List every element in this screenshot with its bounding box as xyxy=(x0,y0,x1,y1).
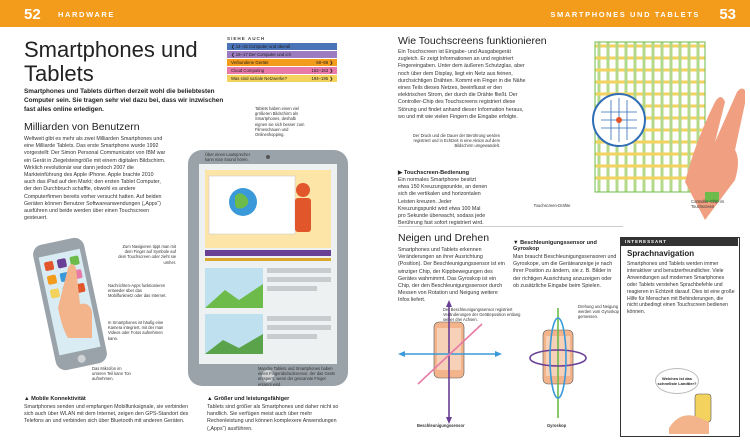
section-title-right: SMARTPHONES UND TABLETS xyxy=(550,10,700,19)
page-header-left xyxy=(0,0,375,27)
touch-control-body: Ein normales Smartphone besitzt etwa 150 Kreuzungspunkte, an denen sich die vertikalen und horizontalen Leisten kreuzen. Jeder Kreuzungspunkt wird etwa 100 Mal pro Sekunde überwacht, sodass jede Berührung fast sofort registriert wird. xyxy=(398,177,488,227)
page-title: Smartphones und Tablets xyxy=(24,37,198,86)
see-also-page: 152–153 ❯ xyxy=(311,68,333,73)
see-also-label: Cloud Computing xyxy=(231,68,265,73)
body-touchscreens: Ein Touchscreen ist Eingabe- und Ausgabegerät zugleich. Er zeigt Informationen an und registriert Fingereingaben. Unter dem äußeren Schutzglas, aber noch über dem Display, liegt ein Netz aus feinen, durchsichtigen Drähten. Kommt ein Finger in die Nähe eines Teils dieses Netzes, beeinflusst er den elektrischen Strom, der durch die Drähte fließt. Der Controller-Chip des Touchscreens registriert diese Störung und findet anhand dieser Information heraus, wo und mit wie vielen Fingern die Eingabe erfolgte. xyxy=(398,49,526,120)
see-also-label: ❮ 14–15 Computer und überall xyxy=(231,44,291,49)
page-header-right xyxy=(375,0,750,27)
label-accelerometer: Beschleunigungssensor xyxy=(417,423,465,428)
see-also-page: 194–195 ❯ xyxy=(311,76,333,81)
tablet-illustration xyxy=(183,140,353,390)
teacher-head-icon xyxy=(296,183,310,197)
heading-tilt-rotate: Neigen und Drehen xyxy=(398,232,490,244)
speech-bubble: Welches ist das schnellste Landtier? xyxy=(655,368,699,394)
caption-camera: In Smartphones ist häufig eine Kamera integriert, mit der man Videos oder Fotos aufnehmen kann. xyxy=(108,320,164,341)
see-also-label: Was sind soziale Netzwerke? xyxy=(231,76,287,81)
caption-apps: Nachrichten-Apps funktionieren entweder über das Mobilfunknetz oder das Internet. xyxy=(108,283,167,299)
hand-phone-icon xyxy=(665,388,735,434)
label-gyroscope: Gyroskop xyxy=(547,423,567,428)
page-number-right: 53 xyxy=(719,6,736,23)
caption-speaker: Über einen Lautsprecher kann man Sound hören. xyxy=(205,152,251,163)
power-heading: ▲ Größer und leistungsfähiger xyxy=(207,396,290,402)
see-also-row[interactable] xyxy=(227,51,337,59)
caption-fingerprint: Manche Tablets und Smartphones haben einen Fingerabdrucksensor, der das Gerät entsperrt, wenn der gescannte Finger erkannt wird. xyxy=(258,366,335,387)
gyroscope-phone xyxy=(530,308,586,418)
label-controller-chip: Controller-Chip im Touchscreen xyxy=(691,199,724,210)
caption-tablet-screen: Tablets haben einen viel größeren Bildschirm als Smartphones, deshalb eignen sie sich besser zum Filmeschauen und Onlineshopping. xyxy=(255,106,305,138)
caption-accelerometer: Der Beschleunigungssensor registriert Veränderungen der Geräteposition entlang seiner drei Achsen. xyxy=(443,307,521,323)
see-also-row[interactable] xyxy=(227,75,337,83)
section-heading-users: Milliarden von Benutzern xyxy=(24,121,140,133)
hand-icon xyxy=(58,258,98,338)
gyro-body: Man braucht Beschleunigungssensoren und Gyroskope, um die Geräteanzeige je nach ihrer Position zu ändern, sie z. B. Bilder in der richtigen Ausrichtung anzuzeigen oder ob zusätzliche Eingabe beim Spielen. xyxy=(513,254,617,289)
box-title: Sprachnavigation xyxy=(627,249,695,258)
caption-microphone: Das Mikrofon im unteren Teil kann Ton aufnehmen. xyxy=(92,366,131,382)
box-body: Smartphones und Tablets werden immer interaktiver und benutzerfreundlicher. Viele Anwendungen auf modernen Smartphones oder Tablets verstehen Sprachbefehle und reagieren in Echtzeit darauf. Dies ist eine große Hilfe für Menschen mit Behinderungen, die nicht unbedingt einen Touchscreen bedienen können. xyxy=(627,261,735,316)
see-also-row[interactable] xyxy=(227,43,337,51)
caption-gyroscope: Drehung und Neigung werden vom Gyroskop gemessen. xyxy=(578,304,619,320)
section-title-left: HARDWARE xyxy=(58,10,115,19)
connectivity-body: Smartphones senden und empfangen Mobilfunksignale, sie verbinden sich auch über WLAN mit dem Internet, zeigen den GPS-Standort des Telefons an und verbinden sich über Bluetooth mit anderen Geräten. xyxy=(24,404,189,425)
body-text-users: Weltweit gibt es mehr als zwei Milliarden Smartphones und eine Milliarde Tablets. Das erste Smartphone wurde 1992 vorgestellt: Der Simon Personal Communicator von IBM war ein Gerät in Ziegelsteingröße mit einem digitalen Bildschirm. Wirklich revolutionär war dann jedoch 2007 die Markteinführung des Apple iPhone. Apple brachte 2010 auch das iPad auf den Markt; den ersten Tablet Computer, der den Durchbruch schaffte, obwohl es andere Computerfirmen bereits vorher versucht hatten. Auf beiden Geräten können Benutzer Softwareanwendungen („Apps“) ausführen und beide werden über einen Touchscreen gesteuert. xyxy=(24,136,166,222)
teacher-body xyxy=(295,198,311,232)
caption-pressure: Der Druck und die Dauer der Berührung werden registriert und in Echtzeit in eine Aktion auf dem Bildschirm umgewandelt. xyxy=(412,133,500,149)
power-body: Tablets sind größer als Smartphones und daher nicht so handlich. Sie verfügen meist auch über mehr Rechenleistung und können komplexere Anwendungen („Apps“) ausführen. xyxy=(207,404,339,432)
label-touch-wires: Touchscreen-Drähte xyxy=(533,203,571,208)
tablet-camera xyxy=(266,155,270,159)
caption-navigation: Zum Navigieren tippt man mit dem Finger auf Symbole auf dem Touchscreen oder zieht sie umher. xyxy=(118,244,176,265)
see-also-page: 58–59 ❯ xyxy=(316,60,333,65)
connectivity-heading: ▲ Mobile Konnektivität xyxy=(24,396,86,402)
heading-touchscreens: Wie Touchscreens funktionieren xyxy=(398,35,547,47)
see-also-label: Verbundene Geräte xyxy=(231,60,269,65)
touchscreen-grid-illustration xyxy=(535,32,745,222)
voice-navigation-box xyxy=(620,237,740,437)
see-also-box xyxy=(227,36,337,83)
body-tilt-rotate: Smartphones und Tablets erkennen Veränderungen an ihrer Ausrichtung (Position). Der Beschleunigungssensor ist ein winziger Chip, der Kippbewegungen des Gerätes wahrnimmt. Das Gyroskop ist ein Chip, der den Beschleunigungssensor durch Messen von Rotation und Neigung weitere Infos liefert. xyxy=(398,247,505,304)
page-number-left: 52 xyxy=(24,6,41,23)
see-also-label: ❮ 16–17 Der Computer und ich xyxy=(231,52,291,57)
intro-text: Smartphones und Tablets dürften derzeit wohl die beliebtesten Computer sein. Sie tragen sehr viel dazu bei, dass wir inzwischen fast alles online erledigen. xyxy=(24,88,224,113)
see-also-header: SIEHE AUCH xyxy=(227,36,266,41)
box-tag: INTERESSANT xyxy=(621,238,738,246)
see-also-row[interactable] xyxy=(227,59,337,67)
see-also-row[interactable] xyxy=(227,67,337,75)
touch-control-heading: ▶ Touchscreen-Bedienung xyxy=(398,170,470,176)
gyro-heading: ▼ Beschleunigungssensor und Gyroskop xyxy=(513,240,597,252)
